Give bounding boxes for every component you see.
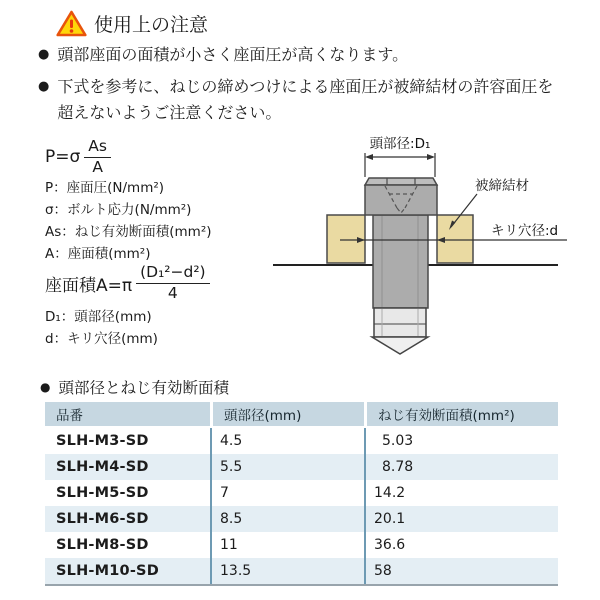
formula1-definitions [45,177,212,265]
effective-area-cell: 8.78 [364,454,558,480]
bolt-shank [373,215,428,308]
effective-area-cell: 36.6 [364,532,558,558]
table-section-title [40,376,229,398]
definition-line: d：キリ穴径(mm) [45,331,158,347]
head-diameter-label: 頭部径:D₁ [369,136,431,152]
definition-line: A：座面積(mm²) [45,246,151,262]
col-header-head-diameter: 頭部径(mm) [210,402,364,428]
table-title-text: 頭部径とねじ有効断面積 [58,379,229,397]
part-number-cell: SLH-M3-SD [56,433,149,449]
bullet-icon: ● [38,79,50,94]
definition-line: As：ねじ有効断面積(mm²) [45,224,212,240]
fraction [84,138,111,177]
part-number-cell: SLH-M4-SD [56,459,149,475]
effective-area-cell: 58 [364,558,558,584]
col-header-effective-area: ねじ有効断面積(mm²) [364,402,558,428]
bearing-area-formula [45,264,210,303]
head-diameter-cell: 11 [210,532,364,558]
fraction-denominator: 4 [167,283,178,302]
note-item [38,42,554,68]
table-row [45,454,558,480]
spec-table-header [45,402,558,428]
effective-area-cell: 5.03 [364,428,558,454]
fraction-denominator: A [92,157,103,176]
page-title: 使用上の注意 [94,14,209,36]
part-number-cell: SLH-M10-SD [56,563,159,579]
clamped-material-label: 被締結材 [475,178,529,194]
warning-icon [56,10,87,37]
part-number-cell: SLH-M8-SD [56,537,149,553]
part-number-cell: SLH-M6-SD [56,511,149,527]
fraction-numerator: (D₁²−d²) [136,264,210,284]
head-diameter-cell: 7 [210,480,364,506]
formula-lhs: 座面積A=π [45,275,133,296]
table-row [45,506,558,532]
bolt-thread-tip [372,308,428,354]
fraction-numerator: As [84,138,111,158]
formula2-definitions [45,306,158,350]
bolt-head [365,178,437,215]
bullet-icon: ● [40,380,51,394]
table-row [45,428,558,454]
head-diameter-cell: 4.5 [210,428,364,454]
notes-list [38,42,554,132]
head-diameter-cell: 5.5 [210,454,364,480]
table-row [45,480,558,506]
effective-area-cell: 20.1 [364,506,558,532]
head-diameter-dimension [365,136,435,177]
fraction [136,264,210,303]
col-header-part-number: 品番 [45,402,210,428]
note-item [38,74,554,126]
part-number-cell: SLH-M5-SD [56,485,149,501]
head-diameter-cell: 13.5 [210,558,364,584]
bolt-diagram [265,128,600,373]
definition-line: D₁：頭部径(mm) [45,309,152,325]
definition-line: σ：ボルト応力(N/mm²) [45,202,192,218]
spec-table [45,402,558,586]
table-row [45,532,558,558]
effective-area-cell: 14.2 [364,480,558,506]
head-diameter-cell: 8.5 [210,506,364,532]
caution-header [56,10,208,37]
bullet-icon: ● [38,47,50,62]
table-row [45,558,558,584]
note-text: 頭部座面の面積が小さく座面圧が高くなります。 [57,45,409,64]
formula-lhs: P=σ [45,147,81,168]
bearing-pressure-formula [45,138,111,177]
note-text: 下式を参考に、ねじの締めつけによる座面圧が被締結材の許容面圧を超えないようご注意ください。 [57,77,554,122]
definition-line: P：座面圧(N/mm²) [45,180,165,196]
drill-hole-label: キリ穴径:d [491,223,559,239]
